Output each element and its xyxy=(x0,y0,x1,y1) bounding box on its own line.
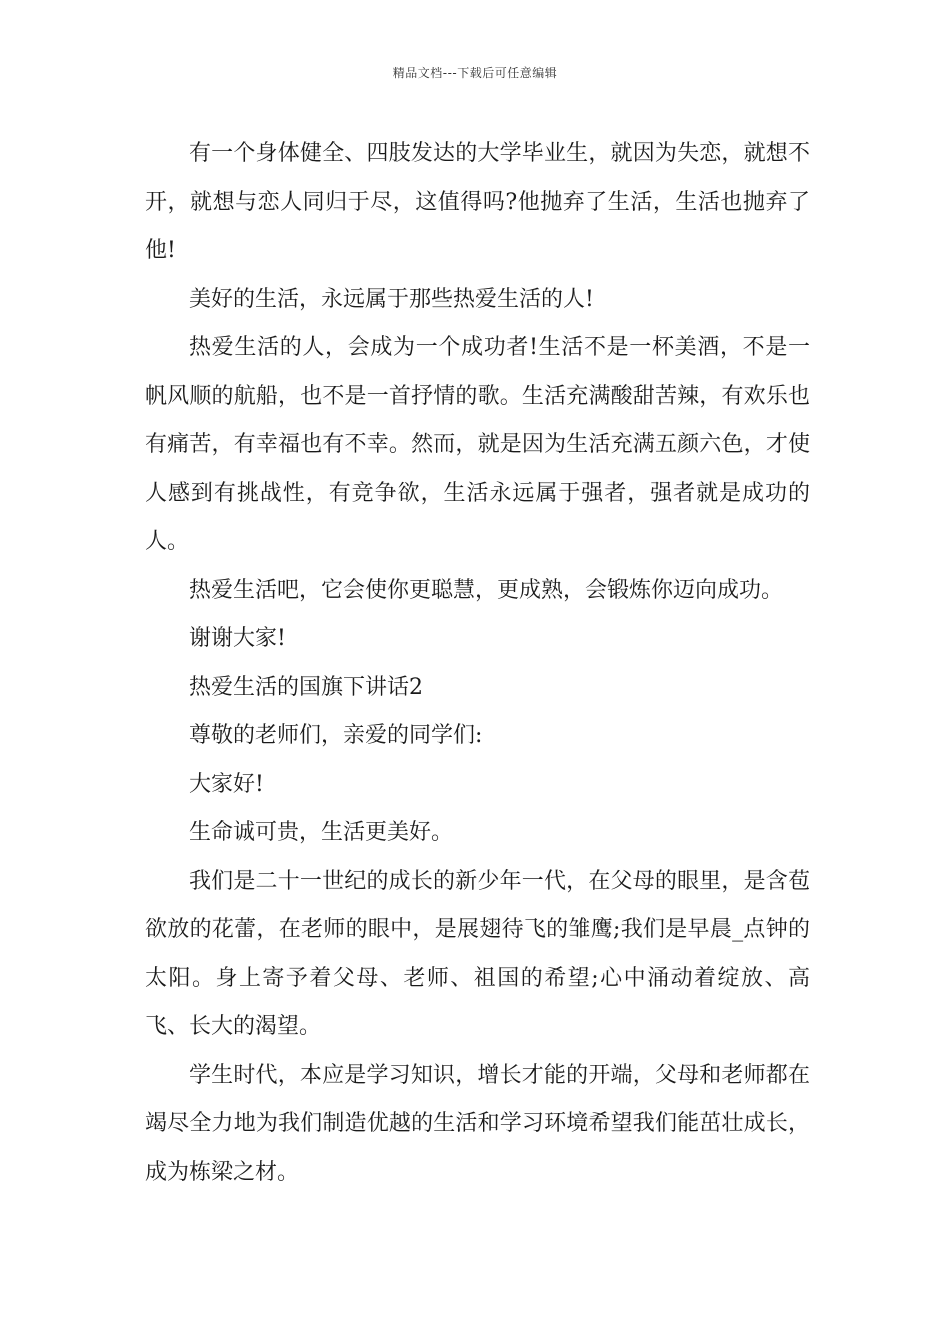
paragraph: 我们是二十一世纪的成长的新少年一代，在父母的眼里，是含苞欲放的花蕾，在老师的眼中，是展翅待飞的雏鹰;我们是早晨_点钟的太阳。身上寄予着父母、老师、祖国的希望;心中涌动着绽放、高飞、长大的渴望。 xyxy=(145,868,810,1039)
page-header: 精品文档---下载后可任意编辑 xyxy=(392,66,558,80)
section-title: 热爱生活的国旗下讲话2 xyxy=(189,674,423,700)
salutation: 尊敬的老师们，亲爱的同学们: xyxy=(189,723,483,748)
paragraph: 谢谢大家! xyxy=(189,626,286,651)
paragraph: 学生时代，本应是学习知识，增长才能的开端，父母和老师都在竭尽全力地为我们制造优越的生活和学习环境希望我们能茁壮成长，成为栋梁之材。 xyxy=(145,1062,810,1185)
paragraph: 热爱生活吧，它会使你更聪慧，更成熟，会锻炼你迈向成功。 xyxy=(189,577,784,603)
paragraph: 美好的生活，永远属于那些热爱生活的人! xyxy=(189,286,594,312)
paragraph: 热爱生活的人，会成为一个成功者!生活不是一杯美酒，不是一帆风顺的航船，也不是一首抒情的歌。生活充满酸甜苦辣，有欢乐也有痛苦，有幸福也有不幸。然而，就是因为生活充满五颜六色，才使人感到有挑战性，有竞争欲，生活永远属于强者，强者就是成功的人。 xyxy=(145,335,810,554)
paragraph: 有一个身体健全、四肢发达的大学毕业生，就因为失恋，就想不开，就想与恋人同归于尽，这值得吗?他抛弃了生活，生活也抛弃了他! xyxy=(145,141,810,263)
paragraph: 生命诚可贵，生活更美好。 xyxy=(189,820,454,845)
document-body xyxy=(145,130,810,1197)
greeting: 大家好! xyxy=(189,771,264,797)
